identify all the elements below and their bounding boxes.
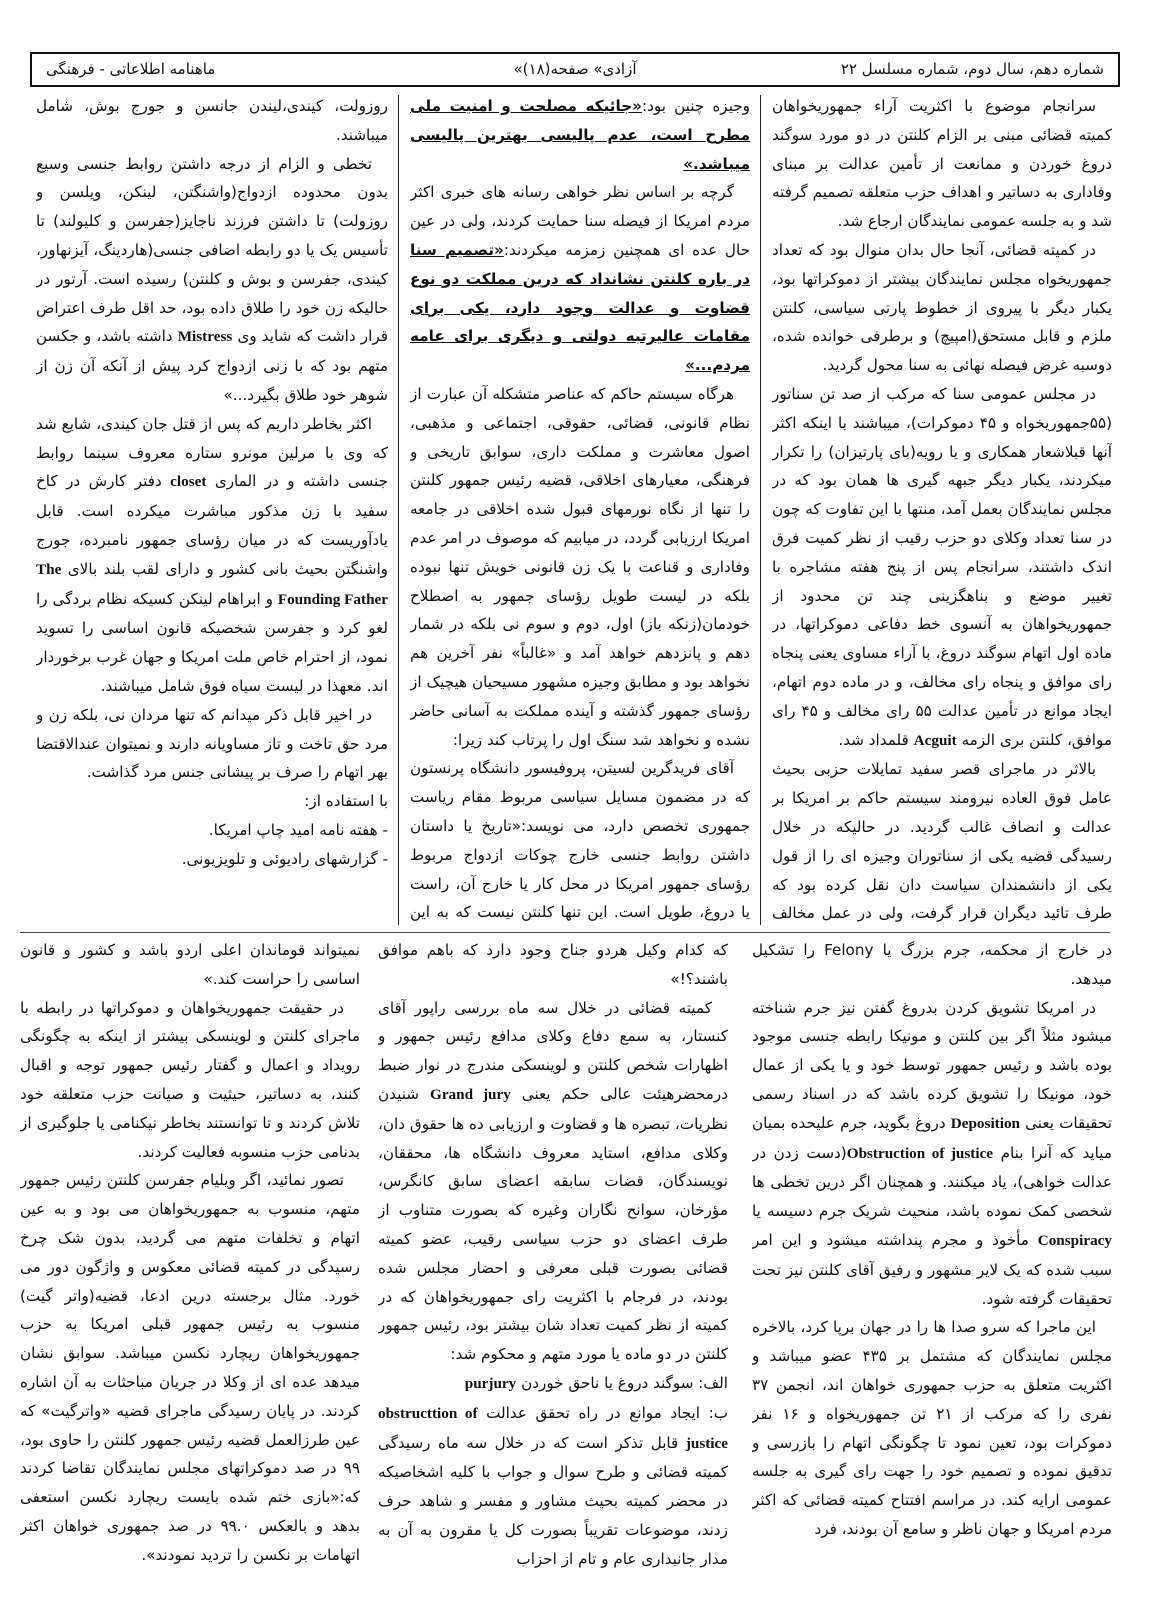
paragraph: در خارج از محکمه، جرم بزرگ یا Felony را تشکیل میدهد. (752, 941, 1112, 988)
paragraph: گرچه بر اساس نظر خواهی رسانه های خبری اکثر مردم امریکا از فیصله سنا حمایت کردند، ولی در عین حال عده ای همچنین زمزمه میکردند:«تصمیم سنا در باره کلنتن نشانداد که درین مملکت دو نوع قضاوت و عدالت وجود دارد، یکی برای مقامات عالیرتبه دولتی و دیگری برای عامه مردم...» (410, 183, 750, 375)
issue-info: شماره دهم، سال دوم، شماره مسلسل ۲۲ (840, 60, 1104, 78)
source-item: - گزارشهای رادیوئی و تلویزیونی. (181, 849, 388, 868)
top-left-column (36, 92, 388, 930)
bottom-left-column (20, 936, 360, 1596)
paragraph: تصور نمائید، اگر ویلیام جفرسن کلنتن رئیس جمهور متهم، منسوب به جمهوریخواهان می بود و به عین اتهام و تخلفات متهم می گردید، بدون شک چرخ رسیدگی در کمیته قضائی معکوس و واژگون دور می خورد. مثال برجسته درین ادعا، قضیه(واتر گیت) منسوب به رئیس جمهور قبلی امریکا به حزب جمهوریخواهان ریچارد نکسن میباشد. سوابق نشان میدهد عده ای از وکلا در جریان مباحثات به آن اشاره کردند. در پایان رسیدگی ماجرای قضیه «واترگیت» که عین طرزالعمل قضیه رئیس جمهور کلنتن را حاوی بود، ۹۹ در صد دموکراتهای مجلس نمایندگان تقاضا کردند که:«بازی ختم شده بایست ریچارد نکسن استعفی بدهد و بالعکس ۹۹.۰ در صد جمهوری خواهان اکثر اتهامات بر نکسن را تردید نمودند». (20, 1171, 360, 1564)
section-separator (20, 932, 1110, 933)
page-header (30, 52, 1120, 87)
paragraph: هرگاه سیستم حاکم که عناصر متشکله آن عبارت از نظام قانونی، قضائی، حقوقی، اجتماعی و مذهبی، اصول معاشرت و مملکت داری، سوابق تاریخی و فرهنگی، معیارهای اخلاقی، قضیه رئیس جمهور کلنتن را تنها از نگاه نورمهای قبول شده اخلاقی در جامعه امریکا ارزیابی گردد، در میابیم که موصوف در امر عدم وفاداری و قناعت با یک زن قانونی خویش تنها نبوده بلکه در لیست طویل رؤسای جمهور به اصطلاح خودمان(زنکه باز) اول، دوم و سوم نی بلکه در شمار دهم و پانزدهم خواهد آمد و «غالباً» نفر آخرین هم نخواهد بود و مطابق وجیزه مشهور مسیحیان هیچیک از رؤسای جمهور گذشته و آینده مملکت به آسانی حاضر نشده و نخواهد شد سنگ اول را پرتاب کند زیرا: (410, 384, 750, 749)
paragraph: در حقیقت جمهوریخواهان و دموکراتها در رابطه با ماجرای کلنتن و لوینسکی بیشتر از اینکه به چگونگی رویداد و اعمال و گفتار رئیس جمهور توجه و اقبال کنند، به دساتیر، حیثیت و صیانت حزب متعلقه خود تلاش کردند و تا توانستند بخاطر نیکنامی یا جلوگیری از بدنامی حزب منسوبه فعالیت کردند. (20, 998, 360, 1161)
column-rule (398, 95, 399, 925)
obstructtion-term: obstructtion of justice (378, 1404, 728, 1452)
quote-highlight: «جائیکه مصلحت و امنیت ملی مطرح است، عدم پالیسی بهترین پالیسی میباشد.» (410, 97, 750, 173)
paragraph: نمیتواند قوماندان اعلی اردو باشد و کشور و قانون اساسی را حراست کند.» (20, 941, 360, 988)
conspiracy-term: Conspiracy (1037, 1231, 1112, 1249)
paragraph: کمیته قضائی در خلال سه ماه بررسی راپور آقای کنستار، به سمع دفاع وکلای مدافع رئیس جمهور و اظهارات شخص کلنتن و لوینسکی مندرج در نوار ضبط درمحضرهیئت عالی حکم یعنی Grand jury شنیدن نظریات، تبصره ها و قضاوت و ارزیابی ده ها حقوق دان، وکلای مدافع، استاید معروف دانشگاه ها، محققان، نویسندگان، قضات سابقه اعضای سابق کانگرس، مؤرخان، سوانح نگاران وغیره که بصورت متناوب از طرف اعضای دو حزب سیاسی رقیب، عضو کمیته قضائی بصورت قبلی معرفی و احضار مجلس شده بودند، در فرجام با اکثریت رای جمهوریخواهان که در کمیته از نظر کمیت تعداد شان بیشتر بود، رئیس جمهور کلنتن در دو ماده یا مورد متهم و محکوم شد: (378, 998, 728, 1364)
top-middle-column (410, 92, 750, 930)
paragraph: آقای فریدگرین لسیتن، پروفیسور دانشگاه پرنستون که در مضمون مسایل سیاسی مربوط مقام ریاست جمهوری تخصص دارد، می نویسد:«تاریخ یا داستان داشتن روابط جنسی خارج چوکات ازدواج مربوط رؤسای جمهور امریکا در محل کار یا خارج آن، راست یا دروغ، طویل است. این تنها کلنتن نیست که به این (410, 759, 750, 922)
paragraph: سرانجام موضوع با اکثریت آراء جمهوریخواهان کمیته قضائی مبنی بر الزام کلنتن در دو مورد سوگند دروغ خوردن و ممانعت از تأمین عدالت بر مبنای وفاداری به دساتیر و اهداف حزب متعلقه تصمیم گرفته شد و به جلسه عمومی نمایندگان ارجاع شد. (772, 97, 1112, 231)
paragraph: تخطی و الزام از درجه داشتن روابط جنسی وسیع بدون محدوده ازدواج(واشنگتن، لینکن، ویلسن و روزولت) تا داشتن فرزند ناجایز(جفرسن و کلیولند) تا تأسیس یک یا دو رابطه اضافی جنسی(هاردینگ، آیزنهاور، کیندی، جفرسن و بوش و کلنتن) رسیده است. آرتور در حالیکه زن خود را طلاق داده بود، حد اقل طرف اعتراض قرار داشت که شاید وی Mistress داشته باشد، و جکسن متهم بود که با زنی ازدواج کرد پیش از آنکه آن زن از شوهر خود طلاق بگیرد...» (36, 154, 388, 404)
publication-title: ماهنامه اطلاعاتی - فرهنگی (46, 60, 216, 78)
founding-father-term: The Founding Father (36, 560, 388, 608)
purjury-term: purjury (464, 1374, 517, 1392)
grand-jury-term: Grand jury (430, 1085, 511, 1103)
bottom-middle-column (378, 936, 728, 1596)
source-item: - هفته نامه امید چاپ امریکا. (208, 820, 388, 839)
paragraph: در اخیر قابل ذکر میدانم که تنها مردان نی، بلکه زن و مرد حق تاخت و تاز مساویانه دارند و نمیتوان عندالاقتضا بهر اتهام را صرف بر پیشانی جنس مرد گذاشت. (36, 705, 388, 782)
paragraph: این ماجرا که سرو صدا ها را در جهان برپا کرد، بالاخره مجلس نمایندگان که مشتمل بر ۴۳۵ عضو میباشد و اکثریت متعلق به حزب جمهوری خواهان اند، انجمن ۳۷ نفری را که مرکب از ۲۱ تن جمهوریخواه و ۱۶ نفر دموکرات بود، تعین نمود تا چگونگی اتهام را بازرسی و تدقیق نموده و تصمیم خود را جهت رای گیری به جلسه عمومی ارایه کند. در مراسم افتتاح کمیته قضائی که اکثر مردم امریکا و جهان ناظر و سامع آن بودند، فرد (752, 1318, 1112, 1538)
paragraph: در کمیته قضائی، آنجا حال بدان منوال بود که تعداد جمهوریخواه مجلس نمایندگان بیشتر از دموکراتها بود، یکبار دیگر با پیروی از خطوط پارتی سیاسی، کلنتن ملزم و قابل مستحق(امپیچ) و برطرفی خوانده شده، دوسبه غرض فیصله نهائی به سنا محول گردید. (772, 240, 1112, 375)
obstruction-term: Obstruction of justice (846, 1144, 994, 1162)
column-rule (760, 95, 761, 925)
charge-item: ب: ایجاد موانع در راه تحقق عدالت obstructtion of justice قابل تذکر است که در خلال سه ماه رسیدگی کمیته قضائی و طرح سوال و جواب با کلیه اشخاصیکه در محضر کمیته بحیث مشاور و مفسر و شاهد حرف زدند، موضوعات تقریباً بصورت کل یا مقرون به آن به مدار جانبداری عام و تام از احزاب (378, 1403, 728, 1568)
mistress-term: Mistress (177, 328, 233, 346)
charge-item: الف: سوگند دروغ یا ناحق خوردن purjury (464, 1373, 728, 1392)
acquit-term: Acguit (913, 731, 957, 749)
paragraph: اکثر بخاطر داریم که پس از قتل جان کیندی، شایع شد که وی با مرلین مونرو ستاره معروف سینما روابط جنسی داشته و در المارى closet دفتر کارش در کاخ سفید با زن مذکور مباشرت میکرده است. قابل یادآوریست که در میان رؤسای جمهور نامبرده، جورج واشنگتن بحیث بانی کشور و دارای لقب بلند بالای The Founding Father و ابراهام لینکن کسیکه نظام بردگی را لغو کرد و جفرسن شخصیکه قانون اساسی را تسوید نمود، از احترام خاص ملت امریکا و جهان غرب برخوردار اند. معهذا در لیست سیاه فوق شامل میباشند. (36, 414, 388, 695)
sources-heading: با استفاده از: (304, 792, 388, 811)
paragraph: وجیزه چنین بود:«جائیکه مصلحت و امنیت ملی مطرح است، عدم پالیسی بهترین پالیسی میباشد.» (410, 97, 750, 173)
deposition-term: Deposition (950, 1114, 1020, 1132)
paragraph: بالاثر در ماجرای قصر سفید تمایلات حزبی بحیث عامل فوق العاده نیرومند سیستم حاکم بر امریکا بر عدالت و انصاف غالب گردید. در حالیکه در خلال رسیدگی قضیه یکی از سناتوران وجیزه ای را از قول یکی از دانشمندان سیاست دان نقل کرده بود که طرف تائید دیگران قرار گرفت، ولی در عمل مخالف (772, 760, 1112, 923)
paragraph: در مجلس عمومی سنا که مرکب از صد تن سناتور (۵۵جمهوریخواه و ۴۵ دموکرات)، میباشند با اینکه اکثر آنها قبلاشعار همکاری و یا رویه(بای پارتیزان) را تکرار میکردند، یکبار دیگر جبهه گیری ها همان بود که در مجلس نمایندگان بعمل آمد، منتها با این تفاوت که چون در سنا تعداد وکلای دو حزب رقیب از نظر کمیت فرق اندک داشتند، سرانجام پس از پنج هفته مشاجره با تغییر موضع و بناهگزینی چند تن محدود از جمهوریخواهان به آنسوی خط دفاعی دموکراتها، در ماده اول اتهام سوگند دروغ، با آراء مساوی یعنی پنجاه رای موافق و پنجاه رای مخالف، و در ماده دوم اتهام، ایجاد موانع در تأمین عدالت ۵۵ رای مخالف و ۴۵ رای موافق، کلنتن بری الزمه Acguit قلمداد شد. (772, 384, 1112, 749)
paragraph: که کدام وکیل هردو جناح وجود دارد که باهم موافق باشند؟!» (378, 941, 728, 988)
top-right-column (772, 92, 1112, 930)
closet-term: closet (170, 473, 207, 491)
paragraph: روزولت، کیندی،لیندن جانسن و جورج بوش، شامل میباشند. (36, 97, 388, 144)
paragraph: در امریکا تشویق کردن بدروغ گفتن نیز جرم شناخته میشود مثلاً اگر بین کلنتن و مونیکا رابطه جنسی موجود بوده باشد و رئیس جمهور توسط خود و یا یکی از عمال خود، مونیکا را تشویق کرده باشد که در اسناد رسمی تحقیقات یعنی Deposition دروغ بگوید، جرم علیحده بمیان میاید که آنرا بنام Obstruction of justice(دست زدن در عدالت خواهی)، یاد میکنند. و همچنان اگر درین تخطی ها شخصی کمک نموده باشد، منحیث شریک جرم دسیسه یا Conspiracy مأخوذ و مجرم پنداشته میشود و این امر سبب شده که یک لایر مشهور و رفیق آقای کلنتن نیز تحت تحقیقات گرفته شود. (752, 998, 1112, 1308)
quote-highlight: «تصمیم سنا در باره کلنتن نشانداد که درین مملکت دو نوع قضاوت و عدالت وجود دارد، یکی برای مقامات عالیرتبه دولتی و دیگری برای عامه مردم...» (410, 240, 750, 375)
page-number: «آزادی» صفحه(۱۸) (513, 60, 637, 78)
bottom-right-column (752, 936, 1112, 1596)
